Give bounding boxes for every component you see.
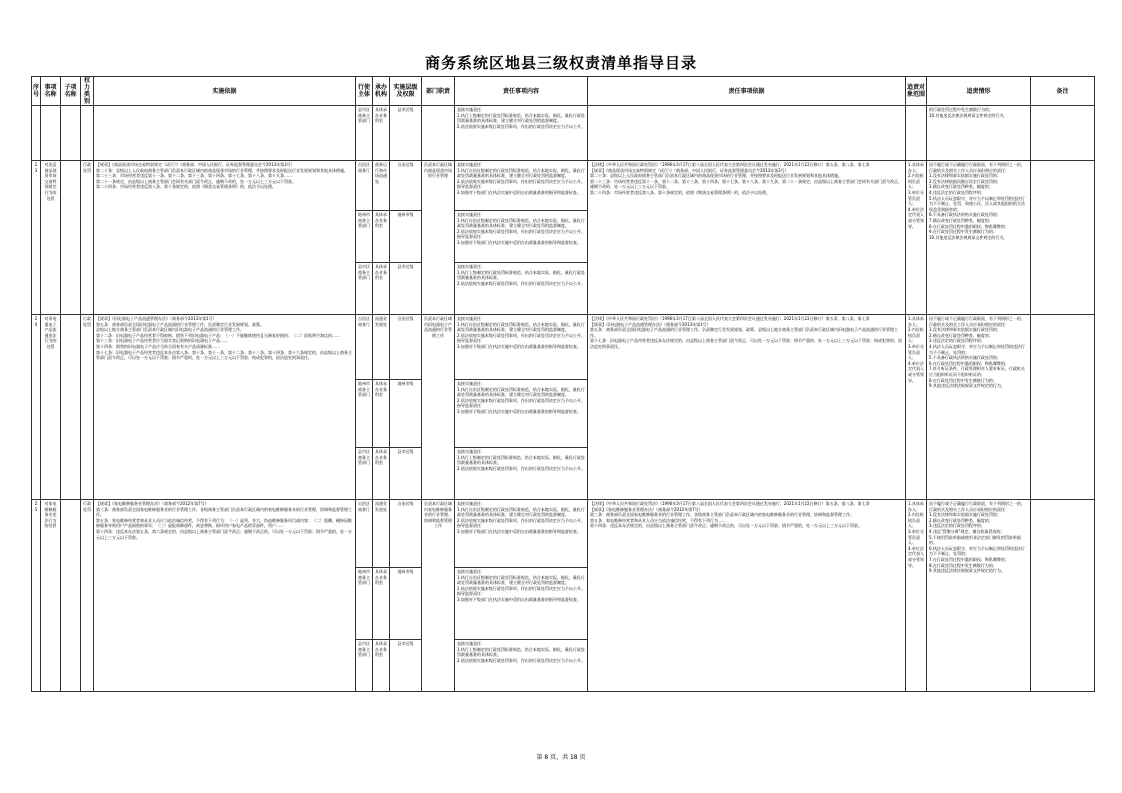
level-cell: 地州市级 xyxy=(390,380,422,448)
org-cell: 具体承办业务科室 xyxy=(373,263,390,315)
penalty-cell: 因不履行或不正确履行行政职责，有下列情形之一的，行政机关及相关工作人员应承担相应的责任： 1.没有法律和事实依据实施行政处罚的； 2.擅自改变行政处罚种类、幅度的； 3.违反法定的行政处罚程序的； 4.违反"罚缴分离"规定，擅自收取罚款的； 5.不使用罚款单据或使用非法定部门制发的罚款单据的； 6.执法人员玩忽职守，对应当予以制止和处罚的违法行为不予制止、处罚的； 7.在行政处罚过程中滥用职权、徇私舞弊的； 8.在行政处罚过程中发生腐败行为的； 9.其他违反法律法规规章文件规定的行为。 xyxy=(927,500,1031,692)
item-name: 对旧电器电子产品流通违法行为的处罚 xyxy=(41,315,61,500)
resp-basis-cell: 【法律】《中华人民共和国行政处罚法》（1996年3月17日第八届全国人民代表大会第四次会议通过发布施行；2021年1月22日修订）第五条、第八条、第七条 【规章】《家电维修服务业管理办法》（商务部令2012年第7号） 第三条：商务部负责全国家电维修服务业的行业管理工作，各级商务主管部门负责本行政区域内的家电维修服务业的行业管理，协调和监督管理工作。 第五条：家电维修经营者和从业人员应当依法诚信经营，不得有下列行为…… 第十四条：违反本办法规定的，由县级以上商务主管部门责令改正；逾期不改正的，可以处一万元以下罚款；情节严重的，处一万元以上三万元以下罚款。 xyxy=(588,500,906,692)
table-row-continued xyxy=(32,106,1095,161)
basis-cell: 【规章】《商品现货市场交易特别规定（试行）》（商务部、中国人民银行、证券监督管理委员会令2013年第3号） 第二十条：县级以上人民政府商务主管部门负责本行政区域内的商品现货市场的行业管理，并按照要求及时报送行业发展规划和其他具体措施。 第二十三条：市场经营者违反第十一条、第十二条、第十三条、第十四条、第十七条、第十八条、第十九条…… 第二十一条规定，由县级以上商务主管部门会同有关部门责令改正，逾期不改的，处一万元以上三万元以下罚款。 第二十四条：市场经营者违反第八条、第十条规定的，依照《期货交易管理条例》的，依法予以处理。 xyxy=(94,161,356,315)
basis-cell: 【规章】《家电维修服务业管理办法》（商务部令2012年第7号） 第三条：商务部负责全国家电维修服务业的行业管理工作，各级商务主管部门负责本行政区域内的家电维修服务业的行业管理，协调和监督管理工作。 第五条：家电维修经营者和从业人员应当依法诚信经营，不得有下列行为：（一）虚列、夸大、伪造维修服务项目或内容；（二）隐瞒、掩饰因维修服务导致用户产品损毁的事实；（三）虚报故障部件，故意替换、损坏用户家电产品的零部件，用户…… 第十四条：违反本办法第五条、第六条规定的，由县级以上商务主管部门责令改正；逾期不改正的，可以处一万元以下罚款；情节严重的，处一万元以上三万元以下罚款。 xyxy=(94,500,356,692)
resp-basis-cell: 【法律】《中华人民共和国行政处罚法》（1996年3月17日第八届全国人民代表大会第四次会议通过发布施行；2021年1月22日修订）第五条、第八条、第七条 【规章】《旧电器电子产品流通管理办法》（商务部令2013年第1号） 第五条：商务部负责全国旧电器电子产品流通的行业管理工作，负责制定行业发展规划、政策。县级以上地方商务主管部门负责本行政区域内旧电器电子产品流通的行业管理工作。 第十七条：旧电器电子产品经营者违反本办法规定的，由县级以上商务主管部门责令改正，可以处一万元以下罚款；情节严重的，处一万元以上三万元以下罚款；构成犯罪的，依法追究刑事责任。 xyxy=(588,315,906,500)
org-cell: 具体承办业务科室 xyxy=(373,568,390,640)
content-cell: 直接实施责任： 1.执行自治区级制定的行政处罚标准规范，结合本地实际，细化、量化行政处罚裁量基准的具体标准，建立健全对行政处罚的监督制度。 2.依法依规实施本级行政处罚事项，作出的行政处罚决定应当予以公开。 指导监督责任： 3.加强对下级部门在执法实施中适用自由裁量基准的指导和监督检查。 xyxy=(455,315,588,380)
header-cell: 追责情形 xyxy=(927,77,1031,106)
responsibility-table xyxy=(31,76,1095,692)
item-name: 对违反商品现货市场交易特别规定行为的处罚 xyxy=(41,161,61,315)
header-cell: 子项名称 xyxy=(61,77,81,106)
penalty-cell: 因不履行或不正确履行行政职责，有下列情形之一的，行政机关及相关工作人员应承担相应的责任： 1.没有法律和事实依据实施行政处罚的； 2.擅自改变行政处罚种类、幅度的； 3.违反法定的行政处罚程序的； 4.执法人员玩忽职守，对应当予以制止和处罚的违法行为不予制止、处罚的； 5.不具备行政执法资格实施行政处罚的； 6.在行政处罚过程中滥用职权、徇私舞弊的； 7.符合听证条件，行政管理相对人要求听证，行政机关应当组织听证而不组织听证的； 8.在行政处罚过程中发生腐败行为的； 9.其他违反法律法规规章文件规定的行为。 xyxy=(927,315,1031,500)
page-footer: 第 8 页，共 18 页 xyxy=(536,754,586,761)
scope-cell: 1.具体承办人； 2.内设机构负责人； 3.单位分管负责人； 4.单位法定代表人或分管领导。 xyxy=(906,500,927,692)
content-cell: 直接实施责任： 1.执行上级制定的行政处罚标准规范，结合本地实际，细化、量化行政处罚裁量基准的具体标准。 2.依法依规实施本级行政处罚事项，作出的行政处罚决定应当予以公开。 xyxy=(455,263,588,315)
content-cell: 直接实施责任： 1.执行自治区级制定的行政处罚标准规范，结合本地实际，细化、量化行政处罚裁量基准的具体标准，建立健全对行政处罚的监督制度。 2.依法依规实施本级行政处罚事项，作出的行政处罚决定应当予以公开。 指导监督责任： 3.加强对下级部门在执法实施中适用自由裁量基准的指导和监督检查。 xyxy=(455,500,588,568)
scope-cell: 1.具体承办人； 2.内设机构负责人； 3.单位分管负责人； 4.单位法定代表人或分管领导。 xyxy=(906,315,927,500)
org-cell: 具体承办业务科室 xyxy=(373,380,390,448)
level-cell: 地州市级 xyxy=(390,568,422,640)
content-cell: 直接实施责任： 1.执行上级制定的行政处罚标准规范，结合本地实际，细化、量化行政处罚裁量基准的具体标准。 2.依法依规实施本级行政处罚事项，作出的行政处罚决定应当予以公开。 xyxy=(455,640,588,692)
header-cell: 责任事项依据 xyxy=(588,77,906,106)
level-cell: 自治区级 xyxy=(390,500,422,568)
duty-cell: 负责本行政区域内旧电器电子产品流通的行业管理工作 xyxy=(422,315,455,500)
org-cell: 流通业发展处 xyxy=(373,500,390,568)
subject-cell: 自治区商务厅 xyxy=(356,161,373,211)
org-cell: 具体承办业务科室 xyxy=(373,640,390,692)
content-cell: 直接实施责任： 1.执行自治区级制定的行政处罚标准规范，结合本地实际，细化、量化行政处罚裁量基准的具体标准，建立健全对行政处罚的监督制度。 2.依法依规实施本级行政处罚事项，作出的行政处罚决定应当予以公开。 指导监督责任： 3.加强对下级部门在执法实施中适用自由裁量基准的指导和监督检查。 xyxy=(455,161,588,211)
org-cell: 商务运行和市场流通处 xyxy=(373,161,390,211)
page-title: 商务系统区地县三级权责清单指导目录 xyxy=(424,54,697,72)
level-cell: 自治区级 xyxy=(390,315,422,380)
level-cell: 县市区级 xyxy=(390,106,422,161)
header-cell: 实施依据 xyxy=(94,77,356,106)
header-row xyxy=(32,77,1095,106)
org-cell: 具体承办业务科室 xyxy=(373,106,390,161)
subject-cell: 县市区商务主管部门 xyxy=(356,640,373,692)
level-cell: 县市区级 xyxy=(390,263,422,315)
subject-cell: 地州市商务主管部门 xyxy=(356,380,373,448)
content-cell: 直接实施责任： 1.执行自治区级制定的行政处罚标准规范，结合本地实际，细化、量化行政处罚裁量基准的具体标准，建立健全对行政处罚的监督制度。 2.依法依规实施本级行政处罚事项，作出的行政处罚决定应当予以公开。 指导监督责任： 3.加强对下级部门在执法实施中适用自由裁量基准的指导和监督检查。 xyxy=(455,568,588,640)
header-cell: 权力类别 xyxy=(81,77,94,106)
subject-cell: 地州市商务主管部门 xyxy=(356,211,373,263)
subject-cell: 地州市商务主管部门 xyxy=(356,568,373,640)
header-cell: 事项名称 xyxy=(41,77,61,106)
item-name: 对家电维修服务业违法行为的处罚 xyxy=(41,500,61,692)
content-cell: 直接实施责任： 1.执行上级制定的行政处罚标准规范，结合本地实际，细化、量化行政处罚裁量基准的具体标准，建立健全对行政处罚的监督制度。 2.依法依规实施本级行政处罚事项，作出的行政处罚决定应当予以公开。 xyxy=(455,106,588,161)
content-cell: 直接实施责任： 1.执行上级制定的行政处罚标准规范，结合本地实际，细化、量化行政处罚裁量基准的具体标准。 2.依法依规实施本级行政处罚事项，作出的行政处罚决定应当予以公开。 xyxy=(455,448,588,500)
row-number: 23 xyxy=(32,161,41,315)
header-cell: 追责对象范围 xyxy=(906,77,927,106)
power-type: 行政处罚 xyxy=(81,161,94,315)
org-cell: 流通业发展处 xyxy=(373,315,390,380)
level-cell: 县市区级 xyxy=(390,448,422,500)
duty-cell: 负责本行政区域内商品现货市场的行业管理 xyxy=(422,161,455,315)
content-cell: 直接实施责任： 1.执行自治区级制定的行政处罚标准规范，结合本地实际，细化、量化行政处罚裁量基准的具体标准，建立健全对行政处罚的监督制度。 2.依法依规实施本级行政处罚事项，作出的行政处罚决定应当予以公开。 指导监督责任： 3.加强对下级部门在执法实施中适用自由裁量基准的指导和监督检查。 xyxy=(455,211,588,263)
subject-cell: 自治区商务厅 xyxy=(356,500,373,568)
duty-cell: 负责本行政区域内家电维修服务业的行业管理、协调和监督管理工作 xyxy=(422,500,455,692)
content-cell: 直接实施责任： 1.执行自治区级制定的行政处罚标准规范，结合本地实际，细化、量化行政处罚裁量基准的具体标准，建立健全对行政处罚的监督制度。 2.依法依规实施本级行政处罚事项，作出的行政处罚决定应当予以公开。 指导监督责任： 3.加强对下级部门在执法实施中适用自由裁量基准的指导和监督检查。 xyxy=(455,380,588,448)
table-row xyxy=(32,315,1095,380)
header-cell: 序号 xyxy=(32,77,41,106)
power-type: 行政处罚 xyxy=(81,500,94,692)
header-cell: 行使主体 xyxy=(356,77,373,106)
header-cell: 实施层级及权限 xyxy=(390,77,422,106)
power-type: 行政处罚 xyxy=(81,315,94,500)
penalty-cell: 因不履行或不正确履行行政职责，有下列情形之一的，行政机关及相关工作人员应承担相应的责任： 1.没有法律和事实依据实施行政处罚的； 2.没有法律依据而擅自设定行政处罚的； 3.擅自改变行政处罚种类、幅度的； 4.违反法定的行政处罚程序的； 5.执法人员玩忽职守，对应当予以制止和处罚的违法行为不予制止、处罚，致使公民、法人或其他组织的合法权益受到损害的； 6.不具备行政执法资格实施行政处罚的； 7.擅自改变行政处罚种类、幅度的； 8.在行政处罚过程中滥用职权、徇私舞弊的； 9.在行政处罚过程中发生腐败行为的； 10.其他违反法律法规规章文件规定的行为。 xyxy=(927,161,1031,315)
level-cell: 自治区级 xyxy=(390,161,422,211)
org-cell: 具体承办业务科室 xyxy=(373,448,390,500)
header-cell: 责任事项内容 xyxy=(455,77,588,106)
subject-cell: 自治区商务厅 xyxy=(356,315,373,380)
table-row xyxy=(32,500,1095,568)
org-cell: 具体承办业务科室 xyxy=(373,211,390,263)
subject-cell: 县市区商务主管部门 xyxy=(356,106,373,161)
table-row xyxy=(32,161,1095,211)
resp-basis-cell: 【法律】《中华人民共和国行政处罚法》（1996年3月17日第八届全国人民代表大会第四次会议通过发布施行；2021年1月22日修订）第五条、第八条、第七条 【规章】《商品现货市场交易特别规定（试行）》（商务部、中国人民银行、证券监督管理委员会令2013年第3号） 第二十条：县级以上人民政府商务主管部门负责本行政区域内的商品现货市场的行业管理，并按照要求及时报送行业发展规划和其他具体措施。 第二十三条：市场经营者违反第十一条、第十二条、第十三条、第十四条、第十七条、第十八条、第十九条、第二十一条规定，由县级以上商务主管部门会同有关部门责令改正，逾期不改的，处一万元以上三万元以下罚款。 第二十四条：市场经营者违反第八条、第十条规定的，依照《期货交易管理条例》的，依法予以处理。 xyxy=(588,161,906,315)
subject-cell: 县市区商务主管部门 xyxy=(356,263,373,315)
level-cell: 县市区级 xyxy=(390,640,422,692)
row-number: 25 xyxy=(32,500,41,692)
header-cell: 部门职责 xyxy=(422,77,455,106)
header-cell: 备注 xyxy=(1031,77,1095,106)
penalty-cell: 的行政处罚过程中发生腐败行为的； 10.其他违反法律法规规章文件规定的行为。 xyxy=(927,106,1031,161)
header-cell: 承办机构 xyxy=(373,77,390,106)
scope-cell: 1.具体承办人； 2.内设机构负责人； 3.单位分管负责人； 4.单位法定代表人或分管领导。 xyxy=(906,161,927,315)
row-number: 24 xyxy=(32,315,41,500)
subject-cell: 县市区商务主管部门 xyxy=(356,448,373,500)
level-cell: 地州市级 xyxy=(390,211,422,263)
basis-cell: 【规章】《旧电器电子产品流通管理办法》（商务部令2013年第1号） 第五条：商务部负责全国旧电器电子产品流通的行业管理工作，负责制定行业发展规划、政策。 县级以上地方商务主管部门负责本行政区域内旧电器电子产品流通的行业管理工作。 第十二条：旧电器电子产品经营者不得收购、销售下列旧电器电子产品：（一）不能继续使用且无修复价值的；（二）国家明令淘汰的…… 第十三条：旧电器电子产品经营者应当如实登记收购的旧电器电子产品…… 第十四条：销售的旧电器电子产品应当符合国家有关产品质量标准…… 第十七条：旧电器电子产品经营者违反本办法第八条、第十条、第十一条、第十二条、第十三条、第十四条、第十六条规定的，由县级以上商务主管部门责令改正，可以处一万元以下罚款；情节严重的，处一万元以上三万元以下罚款；构成犯罪的，依法追究刑事责任。 xyxy=(94,315,356,500)
